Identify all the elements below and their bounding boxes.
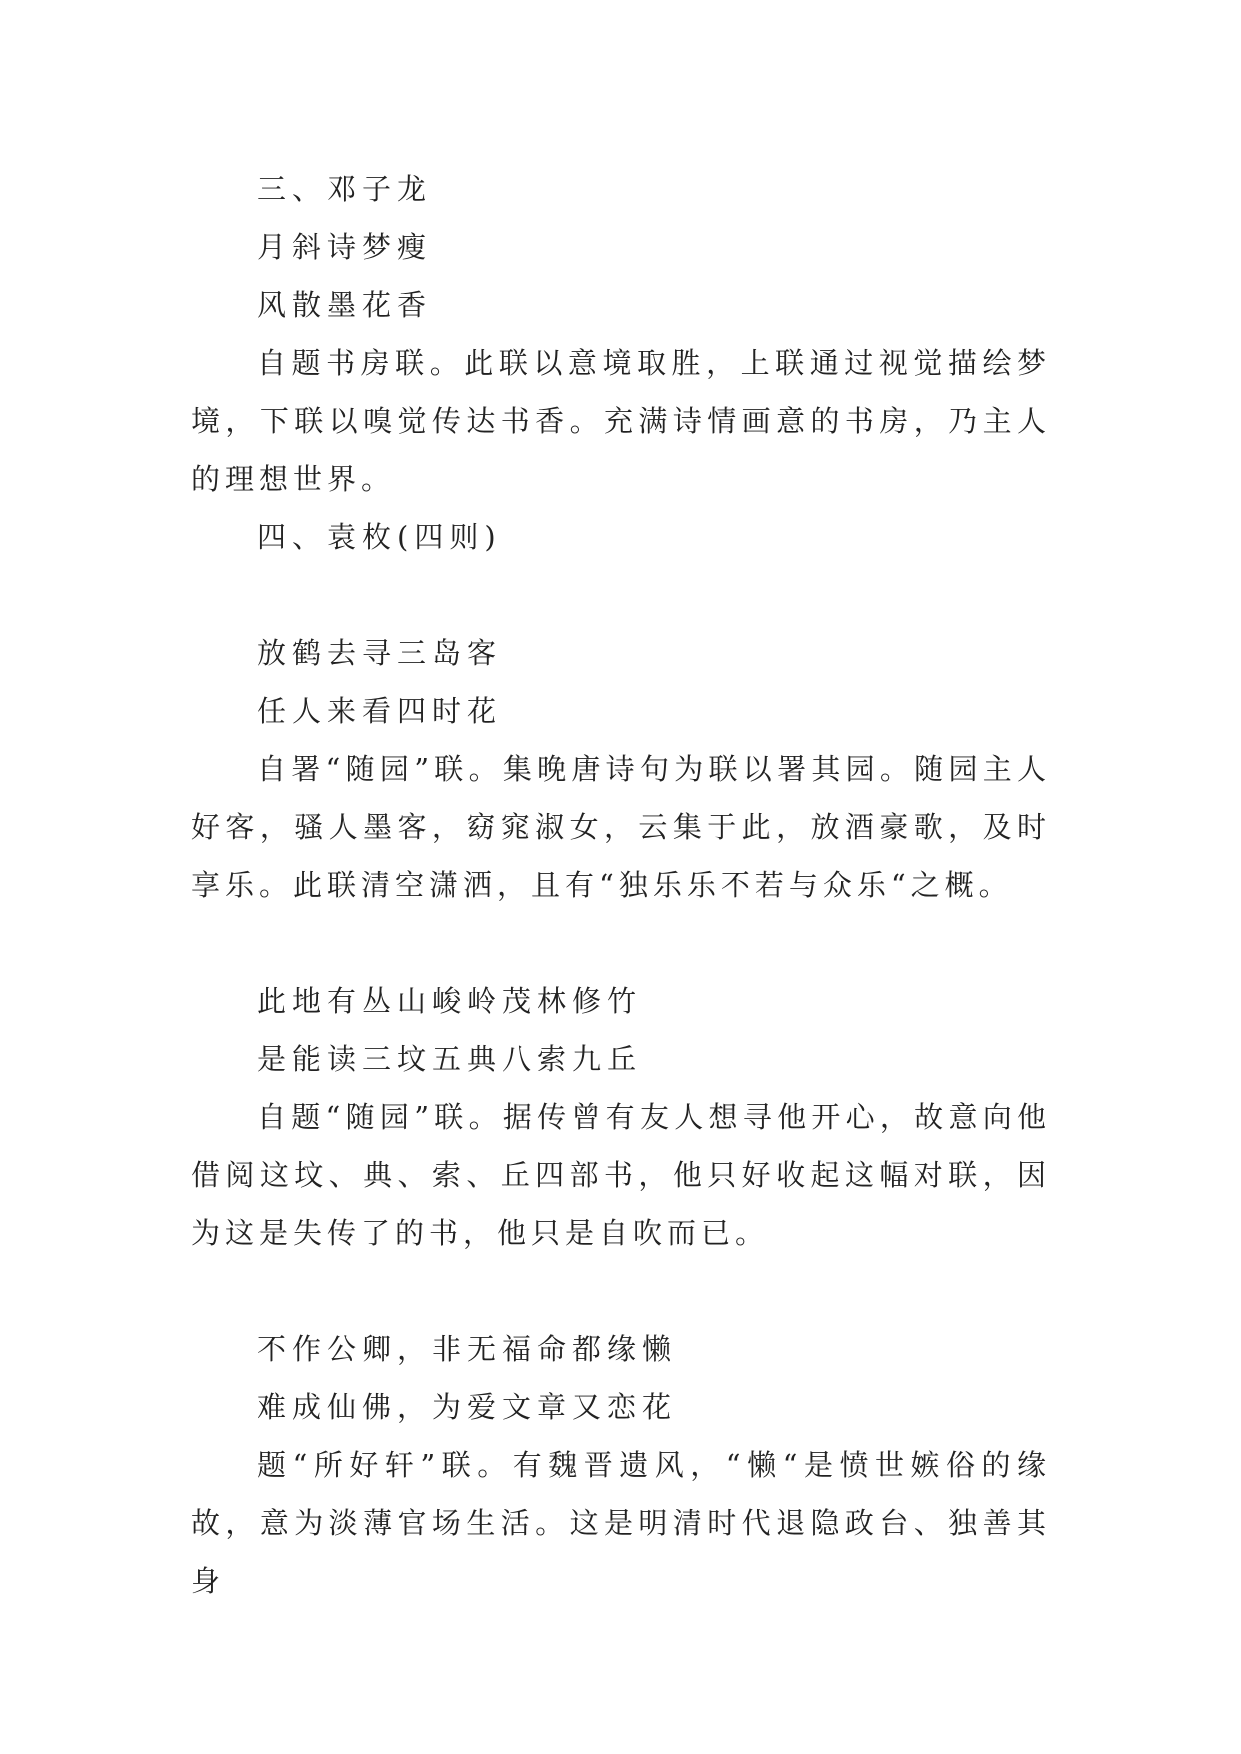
couplet-line: 难成仙佛，为爱文章又恋花 xyxy=(257,1390,678,1424)
blank-line xyxy=(191,914,1051,972)
document-page xyxy=(191,160,1051,1610)
section-heading: 四、袁枚(四则) xyxy=(257,520,502,554)
blank-line xyxy=(191,1262,1051,1320)
section-heading: 三、邓子龙 xyxy=(257,172,433,206)
couplet-line: 风散墨花香 xyxy=(257,288,433,322)
blank-line xyxy=(191,566,1051,624)
commentary-paragraph: 自署“随园”联。集晚唐诗句为联以署其园。随园主人好客，骚人墨客，窈窕淑女，云集于此，放酒豪歌，及时享乐。此联清空潇洒，且有“独乐乐不若与众乐“之概。 xyxy=(191,752,1051,902)
couplet-line: 不作公卿，非无福命都缘懒 xyxy=(257,1332,678,1366)
couplet-line: 此地有丛山峻岭茂林修竹 xyxy=(257,984,643,1018)
commentary-paragraph: 自题“随园”联。据传曾有友人想寻他开心，故意向他借阅这坟、典、索、丘四部书，他只好收起这幅对联，因为这是失传了的书，他只是自吹而已。 xyxy=(191,1100,1051,1250)
couplet-line: 月斜诗梦瘦 xyxy=(257,230,433,264)
couplet-line: 任人来看四时花 xyxy=(257,694,503,728)
commentary-paragraph: 自题书房联。此联以意境取胜，上联通过视觉描绘梦境，下联以嗅觉传达书香。充满诗情画意的书房，乃主人的理想世界。 xyxy=(191,346,1051,496)
couplet-line: 是能读三坟五典八索九丘 xyxy=(257,1042,643,1076)
couplet-line: 放鹤去寻三岛客 xyxy=(257,636,503,670)
commentary-paragraph: 题“所好轩”联。有魏晋遗风，“懒“是愤世嫉俗的缘故，意为淡薄官场生活。这是明清时代退隐政台、独善其身 xyxy=(191,1448,1051,1598)
